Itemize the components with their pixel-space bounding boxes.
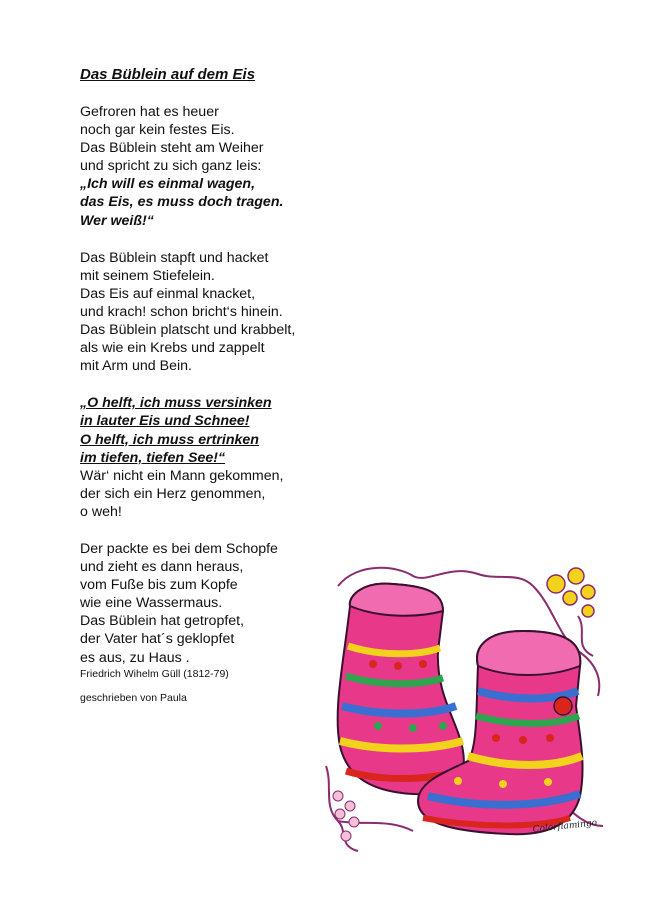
poem-line-emphasis: Wer weiß!“ (80, 212, 154, 229)
poem-line: vom Fuße bis zum Kopfe (80, 577, 238, 594)
artist-signature: Colorflamingo (532, 818, 598, 835)
poem-line-emphasis: „Ich will es einmal wagen, (80, 176, 256, 193)
poem-line: Der packte es bei dem Schopfe (80, 540, 278, 557)
stanza-1 (80, 103, 410, 230)
poem-line: mit seinem Stiefelein. (80, 267, 215, 284)
left-boot (338, 584, 464, 795)
poem-line: als wie ein Krebs und zappelt (80, 340, 265, 357)
poem-line: o weh! (80, 503, 122, 520)
poem-line: Wär‘ nicht ein Mann gekommen, (80, 467, 284, 484)
poem-line: der sich ein Herz genommen, (80, 485, 266, 502)
poem-line-emphasis: „O helft, ich muss versinken (80, 395, 272, 412)
poem-line-emphasis: in lauter Eis und Schnee! (80, 413, 250, 430)
stanza-3 (80, 394, 410, 521)
poem-line: Das Eis auf einmal knacket, (80, 285, 256, 302)
poem-line: Das Büblein stapft und hacket (80, 249, 269, 266)
poem-line: Das Büblein platscht und krabbelt, (80, 322, 296, 339)
poem-line-emphasis: O helft, ich muss ertrinken (80, 431, 259, 448)
poem-line: noch gar kein festes Eis. (80, 122, 235, 139)
poem-line: es aus, zu Haus . (80, 649, 190, 666)
poem-line: Gefroren hat es heuer (80, 104, 219, 120)
stanza-2 (80, 249, 410, 376)
poem-line: und zieht es dann heraus, (80, 559, 244, 576)
poem-line: mit Arm und Bein. (80, 358, 192, 375)
boots-drawing (318, 556, 608, 854)
poem-line: Das Büblein steht am Weiher (80, 140, 264, 157)
poem-line: wie eine Wassermaus. (80, 595, 223, 612)
poem-line-emphasis: im tiefen, tiefen See!“ (80, 449, 226, 466)
author-attribution: Friedrich Wihelm Güll (1812-79) (80, 668, 229, 680)
poem-title: Das Büblein auf dem Eis (80, 66, 256, 83)
poem-line: der Vater hat´s geklopfet (80, 631, 235, 648)
boots-illustration (318, 556, 608, 854)
poem-line: Das Büblein hat getropfet, (80, 613, 245, 630)
poem-line: und spricht zu sich ganz leis: (80, 158, 262, 175)
poem-line-emphasis: das Eis, es muss doch tragen. (80, 194, 284, 211)
poem-line: und krach! schon bricht‘s hinein. (80, 303, 283, 320)
written-by-note: geschrieben von Paula (80, 692, 187, 704)
